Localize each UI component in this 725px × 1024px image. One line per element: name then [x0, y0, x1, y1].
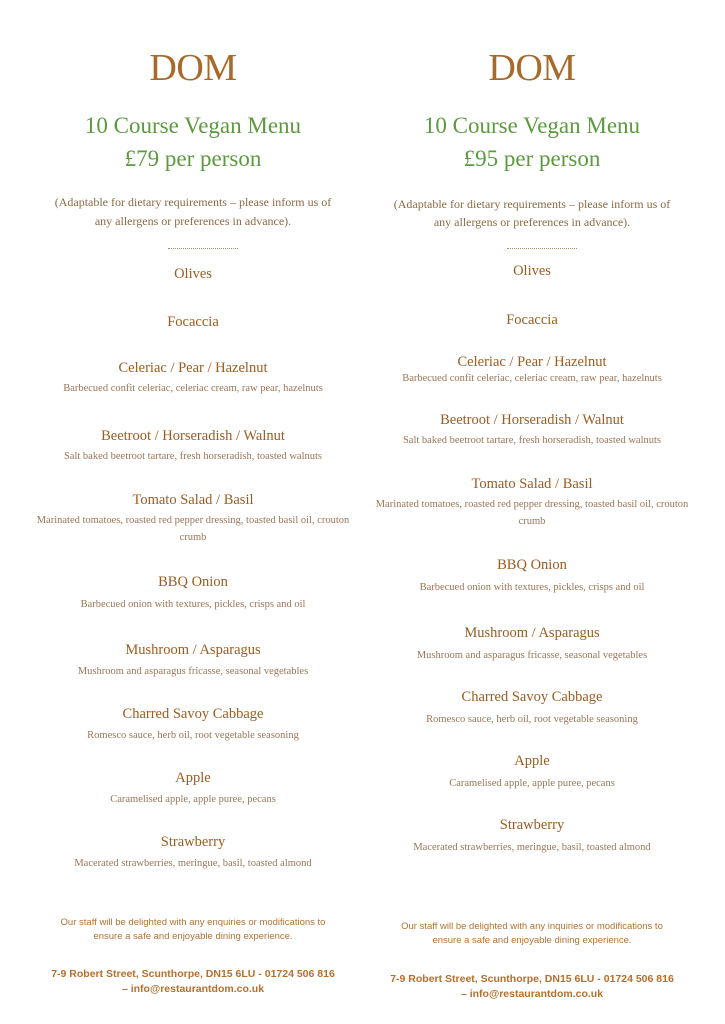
course-name: Celeriac / Pear / Hazelnut [457, 354, 607, 370]
course-description: Macerated strawberries, meringue, basil, toasted almond [413, 842, 651, 853]
dietary-note-line: (Adaptable for dietary requirements – please inform us of [393, 197, 671, 211]
course-name: Celeriac / Pear / Hazelnut [118, 360, 268, 376]
staff-note-line: Our staff will be delighted with any inquiries or modifications to [401, 921, 663, 932]
course-name: Beetroot / Horseradish / Walnut [440, 412, 624, 428]
course-name: Focaccia [506, 312, 558, 328]
logo: DOM [149, 47, 237, 89]
course-description: Barbecued onion with textures, pickles, crisps and oil [419, 582, 645, 593]
course-name: Apple [514, 753, 550, 769]
course-name: BBQ Onion [497, 557, 567, 573]
course-name: Mushroom / Asparagus [464, 625, 600, 641]
course-description: Barbecued onion with textures, pickles, crisps and oil [80, 599, 306, 610]
course-name: Olives [174, 266, 212, 282]
course-name: BBQ Onion [158, 574, 228, 590]
course-description: Salt baked beetroot tartare, fresh horseradish, toasted walnuts [63, 451, 323, 462]
dietary-note-line: (Adaptable for dietary requirements – please inform us of [54, 195, 332, 209]
course-description: Caramelised apple, apple puree, pecans [110, 794, 276, 805]
course-description: Macerated strawberries, meringue, basil, toasted almond [74, 858, 312, 869]
dietary-note-line: any allergens or preferences in advance). [94, 214, 292, 228]
contact-email: – info@restaurantdom.co.uk [460, 988, 604, 1000]
course-description: Mushroom and asparagus fricasse, seasonal vegetables [77, 666, 309, 677]
address-line: 7-9 Robert Street, Scunthorpe, DN15 6LU - 01724 506 816 [390, 973, 674, 985]
course-description: Mushroom and asparagus fricasse, seasonal vegetables [416, 650, 648, 661]
course-description: Marinated tomatoes, roasted red pepper dressing, toasted basil oil, crouton crumb [36, 515, 350, 543]
course-name: Tomato Salad / Basil [471, 476, 593, 492]
course-name: Beetroot / Horseradish / Walnut [101, 428, 285, 444]
course-description: Barbecued confit celeriac, celeriac cream, raw pear, hazelnuts [63, 383, 323, 394]
logo: DOM [488, 47, 576, 89]
course-name: Charred Savoy Cabbage [122, 706, 264, 722]
course-description: Romesco sauce, herb oil, root vegetable seasoning [87, 730, 299, 741]
staff-note-line: Our staff will be delighted with any enquiries or modifications to [60, 917, 326, 928]
course-name: Focaccia [167, 314, 219, 330]
staff-note-line: ensure a safe and enjoyable dining experience. [93, 931, 293, 942]
divider [507, 248, 577, 249]
course-name: Strawberry [160, 834, 226, 850]
menu-card-right [362, 0, 702, 1024]
menu-price: £79 per person [124, 146, 262, 171]
menu-title: 10 Course Vegan Menu [423, 113, 641, 138]
menu-title: 10 Course Vegan Menu [84, 113, 302, 138]
course-name: Apple [175, 770, 211, 786]
course-name: Strawberry [499, 817, 565, 833]
divider [168, 248, 238, 249]
course-description: Barbecued confit celeriac, celeriac cream, raw pear, hazelnuts [402, 373, 662, 384]
menu-card-left [23, 0, 363, 1024]
staff-note-line: ensure a safe and enjoyable dining experience. [432, 935, 632, 946]
address-line: 7-9 Robert Street, Scunthorpe, DN15 6LU - 01724 506 816 [51, 968, 335, 980]
contact-email: – info@restaurantdom.co.uk [121, 983, 265, 995]
dietary-note-line: any allergens or preferences in advance). [433, 215, 631, 229]
course-name: Olives [513, 263, 551, 279]
course-description: Caramelised apple, apple puree, pecans [449, 778, 615, 789]
course-description: Romesco sauce, herb oil, root vegetable seasoning [426, 714, 638, 725]
course-description: Marinated tomatoes, roasted red pepper dressing, toasted basil oil, crouton crumb [375, 499, 689, 527]
menu-price: £95 per person [463, 146, 601, 171]
course-name: Mushroom / Asparagus [125, 642, 261, 658]
course-name: Tomato Salad / Basil [132, 492, 254, 508]
course-name: Charred Savoy Cabbage [461, 689, 603, 705]
course-description: Salt baked beetroot tartare, fresh horseradish, toasted walnuts [402, 435, 662, 446]
